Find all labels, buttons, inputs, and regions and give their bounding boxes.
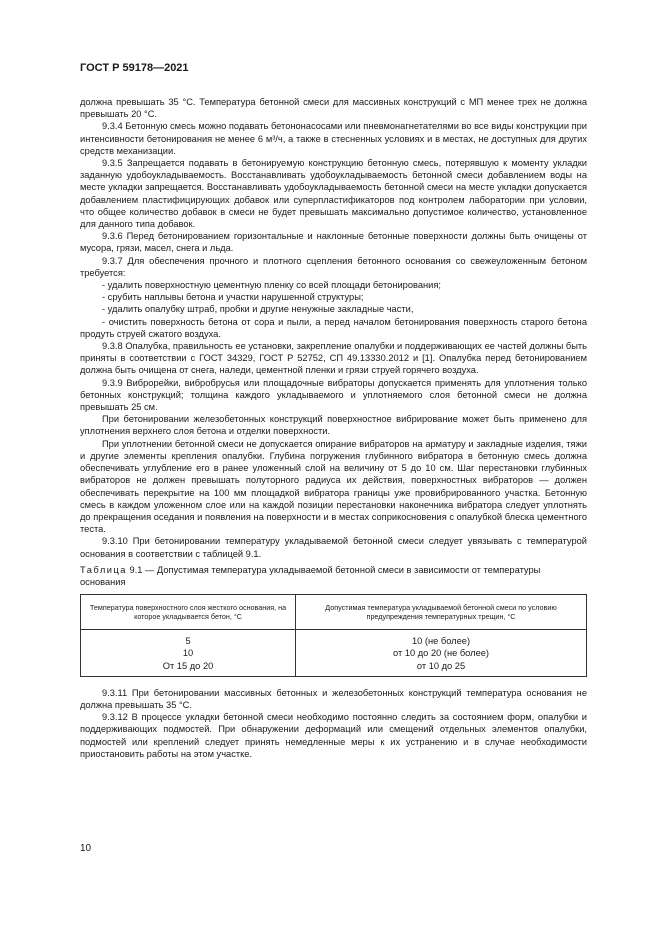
paragraph: - удалить опалубку штраб, пробки и другие ненужные закладные части, (102, 304, 414, 315)
paragraph: - удалить поверхностную цементную пленку со всей площади бетонирования; (102, 280, 441, 291)
table-value: 10 (не более) (411, 636, 471, 647)
paragraph: 9.3.7 Для обеспечения прочного и плотного сцепления бетонного основания со свежеуложенным бетоном требуется: (80, 255, 587, 278)
paragraphs-before-table (80, 96, 587, 560)
table-cell-base-temp (81, 630, 296, 677)
table-caption-text: 9.1 — Допустимая температура укладываемой бетонной смеси в зависимости от температуры основания (80, 564, 541, 587)
paragraph: 9.3.10 При бетонировании температуру укладываемой бетонной смеси следует увязывать с температурой основания в соответствии с таблицей 9.1. (80, 536, 587, 559)
paragraph: При бетонировании железобетонных конструкций поверхностное вибрирование может быть применено для уплотнения верхнего слоя бетона и отделки поверхности. (80, 414, 587, 437)
paragraph: 9.3.11 При бетонировании массивных бетонных и железобетонных конструкций температура основания не должна превышать 35 °С. (80, 687, 587, 710)
table-value: 5 (185, 636, 191, 647)
document-header: ГОСТ Р 59178—2021 (80, 62, 189, 74)
table-header-base-temp: Температура поверхностного слоя жесткого основания, на которое укладывается бетон, °С (81, 595, 296, 630)
table-cell-mix-temp (296, 630, 587, 677)
paragraph: 9.3.4 Бетонную смесь можно подавать бетононасосами или пневмонагнетателями во все виды конструкции при интенсивности бетонирования не менее 6 м³/ч, а также в стесненных условиях и в местах, не доступных для других средств механизации. (80, 121, 587, 156)
paragraph: 9.3.5 Запрещается подавать в бетонируемую конструкцию бетонную смесь, потерявшую к моменту укладки заданную удобоукладываемость. Восстанавливать удобоукладываемость бетонной смеси добавлением воды на месте укладки запрещается. Восстанавливать удобоукладываемость бетонной смеси на месте укладки допускается добавлением пластифицирующих добавок или суперпластификаторов под контролем лаборатории при условии, что общее количество добавок в смеси не будет превышать максимально допустимое количество, установленное для данного типа добавок. (80, 158, 587, 230)
temperature-table (80, 594, 587, 677)
table-caption (80, 564, 587, 588)
table-value: от 10 до 20 (не более) (393, 648, 490, 659)
paragraph: 9.3.9 Виброрейки, вибробрусья или площадочные вибраторы допускается применять для уплотнения только бетонных конструкций; толщина каждого укладываемого и уплотняемого слоя бетонной смеси не должна превышать 25 см. (80, 377, 587, 413)
document-body (80, 96, 587, 760)
paragraph: При уплотнении бетонной смеси не допускается опирание вибраторов на арматуру и закладные изделия, тяжи и другие элементы крепления опалубки. Глубина погружения глубинного вибратора в бетонную смесь должна обеспечивать углубление его в ранее уложенный слой на величину от 5 до 10 см. Шаг перестановки глубинных вибраторов не должен превышать полуторного радиуса их действия, поверхностных вибраторов — должен обеспечивать перекрытие на 100 мм площадкой вибратора границы уже провибрированного участка. Бетонную смесь в каждом уложенном слое или на каждой позиции перестановки наконечника вибратора следует уплотнять до прекращения оседания и появления на поверхности и в местах соприкосновения с опалубкой блеска цементного теста. (80, 438, 587, 535)
table-row (81, 630, 587, 677)
paragraphs-after-table (80, 687, 587, 760)
table-header-mix-temp: Допустимая температура укладываемой бетонной смеси по условию предупреждения температурных трещин, °С (296, 595, 587, 630)
page-number: 10 (80, 843, 92, 854)
paragraph: 9.3.8 Опалубка, правильность ее установки, закрепление опалубки и поддерживающих ее частей должны быть приняты в соответствии с ГОСТ 34329, ГОСТ Р 52752, СП 49.13330.2012 и [1]. Опалубка перед бетонированием должна быть очищена от снега, наледи, цементной пленки и грязи струей горячего воздуха. (80, 341, 587, 376)
paragraph: - очистить поверхность бетона от сора и пыли, а перед началом бетонирования поверхность старого бетона продуть струей сжатого воздуха. (80, 316, 587, 339)
table-caption-label: Таблица (80, 564, 127, 575)
paragraph: - срубить наплывы бетона и участки нарушенной структуры; (102, 292, 364, 303)
table-value: От 15 до 20 (162, 660, 214, 671)
table-value: 10 (182, 648, 194, 659)
paragraph: должна превышать 35 °С. Температура бетонной смеси для массивных конструкций с МП менее трех не должна превышать 20 °С. (80, 97, 587, 120)
paragraph: 9.3.12 В процессе укладки бетонной смеси необходимо постоянно следить за состоянием форм, опалубки и поддерживающих подмостей. При обнаружении деформаций или смещений отдельных элементов опалубки, подмостей или креплений следует принять немедленные меры к их устранению и в случае необходимости приостановить работы на этом участке. (80, 712, 587, 759)
table-value: от 10 до 25 (416, 660, 466, 671)
paragraph: 9.3.6 Перед бетонированием горизонтальные и наклонные бетонные поверхности должны быть очищены от мусора, грязи, масел, снега и льда. (80, 231, 587, 254)
